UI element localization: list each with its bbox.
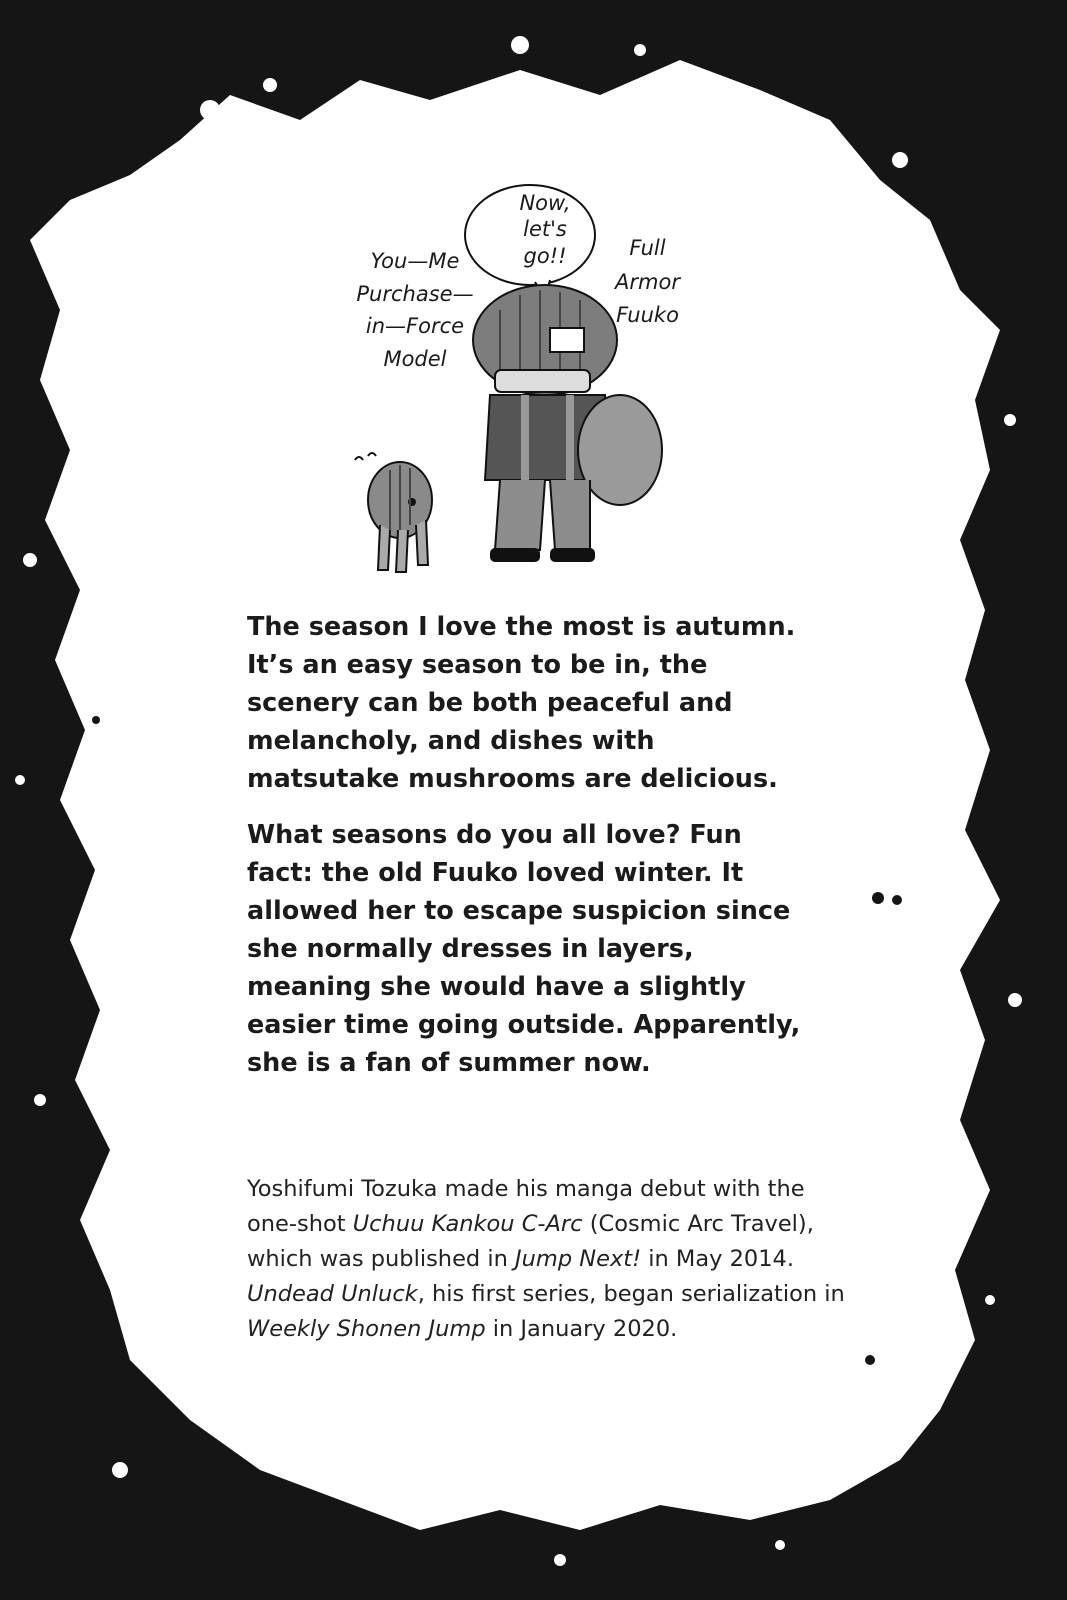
author-bio: Yoshifumi Tozuka made his manga debut with the one-shot Uchuu Kankou C-Arc (Cosmic Arc Travel), which was published in Jump Next! in May 2014. Undead Unluck, his first series, began serialization in Weekly Shonen Jump in January 2020.: [247, 1176, 845, 1342]
right-annotation: Full Armor Fuuko: [615, 236, 680, 328]
left-annotation: You—Me Purchase— in—Force Model: [356, 249, 474, 371]
message-paragraph: What seasons do you all love? Fun fact: the old Fuuko loved winter. It allowed her to escape suspicion since she normally dresses in layers, meaning she would have a slightly easier time going outside. Apparently, she is a fan of summer now.: [247, 820, 801, 1078]
speech-bubble-text: Now, let's go!!: [519, 191, 571, 268]
creature-figure: [355, 453, 432, 572]
author-message: [247, 608, 807, 1100]
message-paragraph: The season I love the most is autumn. It’s an easy season to be in, the scenery can be both peaceful and melancholy, and dishes with matsutake mushrooms are delicious.: [247, 612, 796, 794]
